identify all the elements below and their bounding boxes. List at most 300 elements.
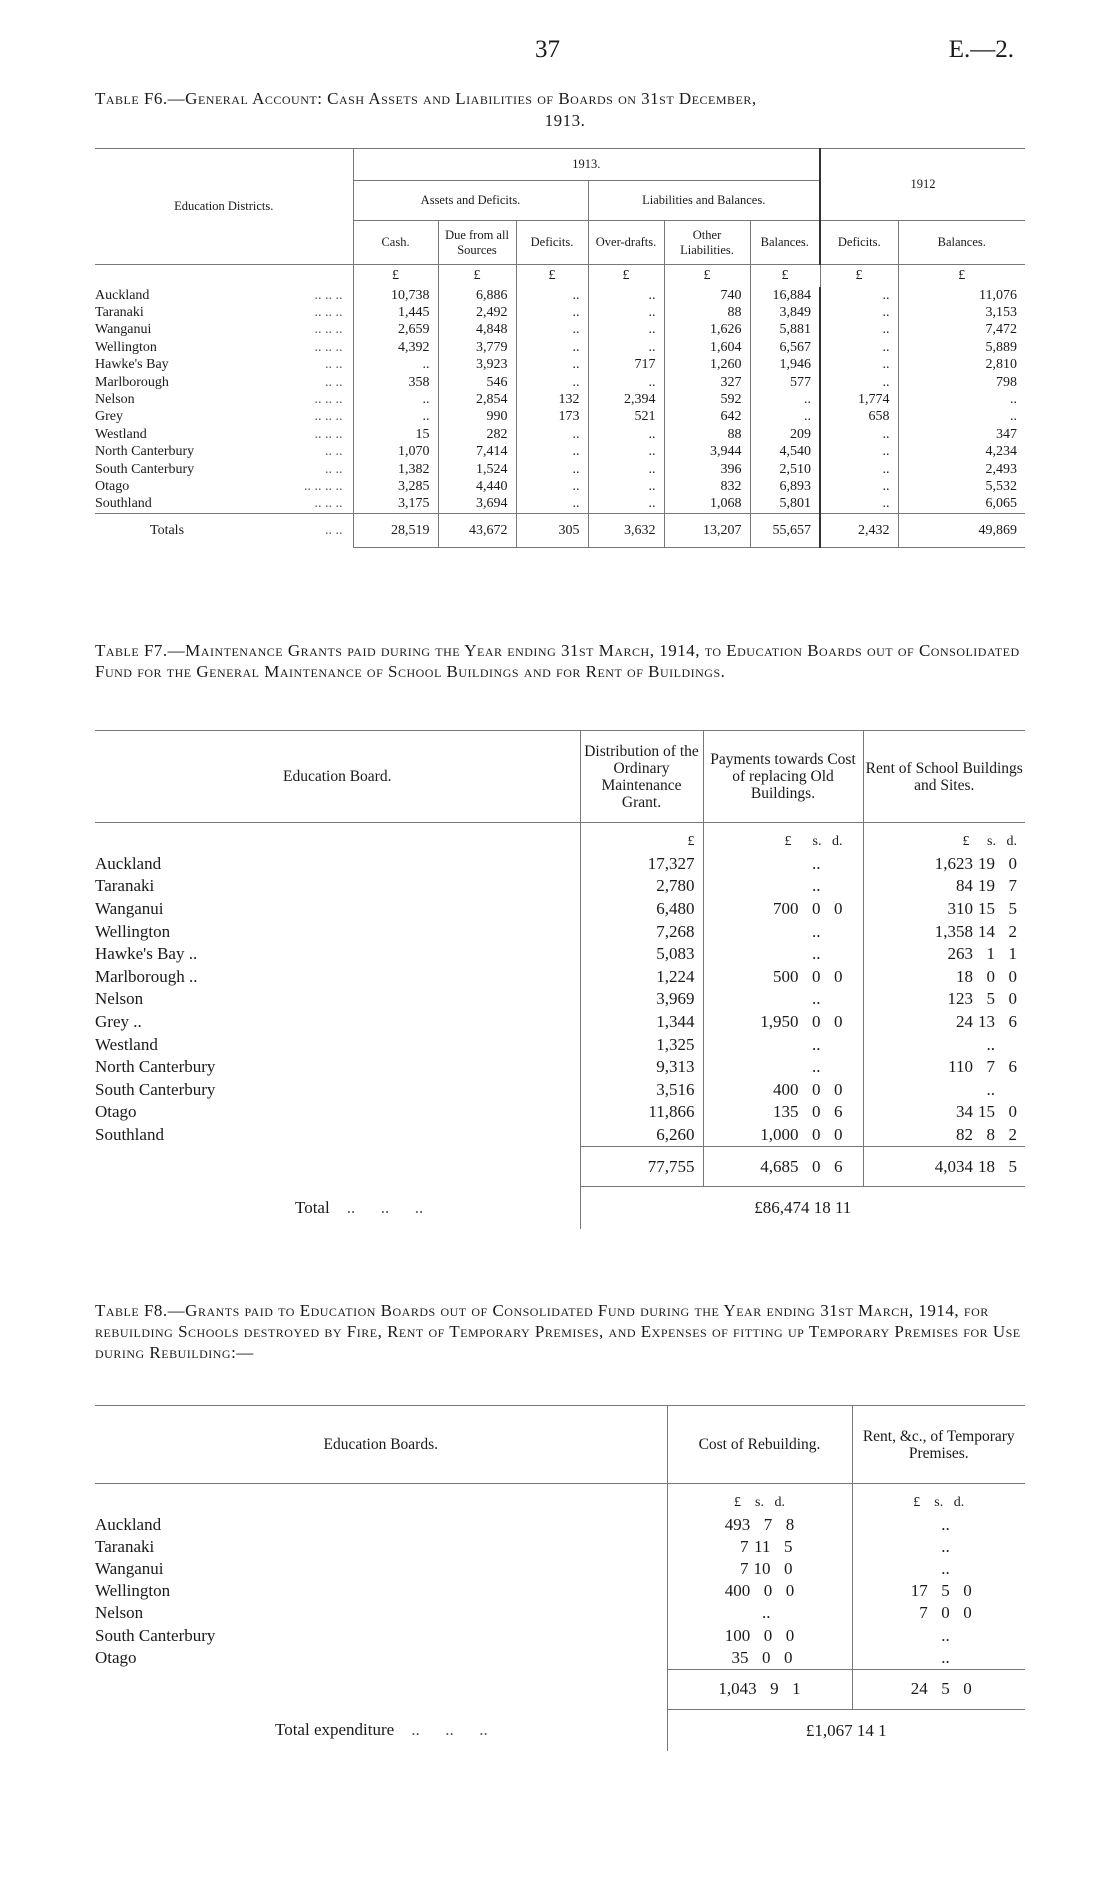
totals-row	[95, 513, 1025, 547]
value-due: 3,694	[438, 495, 516, 513]
board-cell	[95, 1056, 580, 1079]
pounds: 1,000	[760, 1124, 799, 1144]
rent-value	[852, 1558, 1025, 1580]
payments-value	[703, 898, 863, 921]
rent-value	[863, 898, 1025, 921]
value-deficits: ..	[516, 287, 588, 304]
table-row	[95, 1101, 1025, 1124]
value-bal1912: 798	[898, 373, 1025, 390]
unit-pound: £	[353, 265, 438, 287]
table-row	[95, 373, 1025, 390]
value-cash: 1,070	[353, 443, 438, 460]
board-name: South Canterbury	[95, 1625, 216, 1645]
units-row	[95, 1484, 1025, 1514]
pence: 0	[834, 898, 843, 918]
unit-pound: £	[962, 833, 970, 849]
board-name: Wellington	[95, 1581, 171, 1601]
unit-pound: £	[664, 265, 750, 287]
pounds: 7	[740, 1558, 749, 1578]
value-def1912: 1,774	[820, 391, 898, 408]
rent-value	[863, 943, 1025, 966]
distribution-value: 2,780	[580, 875, 703, 898]
board-name: Wanganui	[95, 1558, 164, 1578]
value-due: 546	[438, 373, 516, 390]
value-overdrafts: ..	[588, 339, 664, 356]
value-due: 1,524	[438, 460, 516, 477]
value-bal1912: 4,234	[898, 443, 1025, 460]
table-row	[95, 1558, 1025, 1580]
table-row	[95, 495, 1025, 513]
board-name: Taranaki	[95, 1536, 155, 1556]
board-cell	[95, 1011, 580, 1034]
pounds: 17	[910, 1581, 928, 1601]
table-row	[95, 1580, 1025, 1602]
value-due: 990	[438, 408, 516, 425]
units-row	[95, 265, 1025, 287]
value-balances: 1,946	[750, 356, 820, 373]
unit-lsd	[703, 823, 863, 853]
distribution-value: 17,327	[580, 853, 703, 876]
col-other-liabilities: Other Liabilities.	[664, 221, 750, 265]
district-cell	[95, 339, 353, 356]
payments-value	[703, 875, 863, 898]
total-label-cell	[95, 1187, 580, 1229]
shillings: ..	[941, 1625, 950, 1645]
total-label: Total expenditure	[275, 1720, 395, 1740]
district-cell	[95, 321, 353, 338]
unit-lsd	[852, 1484, 1025, 1514]
value-cash: 1,382	[353, 460, 438, 477]
shillings: 1	[986, 944, 995, 964]
empty-cell	[95, 1147, 580, 1187]
unit-lsd	[863, 823, 1025, 853]
pence: 0	[785, 1625, 795, 1645]
board-name: Otago	[95, 1647, 137, 1667]
table-f7	[95, 730, 1025, 1229]
total-balances: 55,657	[750, 513, 820, 547]
col-deficits: Deficits.	[516, 221, 588, 265]
unit-lsd	[667, 1484, 852, 1514]
col-due-from-all-sources: Due from all Sources	[438, 221, 516, 265]
value-cash: 15	[353, 426, 438, 443]
unit-pence: d.	[953, 1494, 965, 1510]
value-def1912: ..	[820, 478, 898, 495]
value-other: 88	[664, 426, 750, 443]
shillings: 5	[941, 1679, 950, 1699]
shillings: 14	[978, 921, 995, 941]
value-bal1912: 7,472	[898, 321, 1025, 338]
district-cell	[95, 426, 353, 443]
shillings: 0	[986, 966, 995, 986]
table-row	[95, 287, 1025, 304]
table-row	[95, 898, 1025, 921]
unit-pound: £	[438, 265, 516, 287]
col-distribution-grant: Distribution of the Ordinary Maintenance Grant.	[580, 731, 703, 823]
rent-value	[863, 988, 1025, 1011]
value-other: 1,626	[664, 321, 750, 338]
value-deficits: ..	[516, 460, 588, 477]
shillings: ..	[986, 1034, 995, 1054]
district-name: South Canterbury	[95, 461, 195, 477]
assets-deficits-header: Assets and Deficits.	[353, 181, 588, 221]
payments-value	[703, 853, 863, 876]
distribution-value: 3,516	[580, 1078, 703, 1101]
shillings: ..	[812, 1034, 821, 1054]
district-name: North Canterbury	[95, 444, 195, 460]
value-due: 2,854	[438, 391, 516, 408]
unit-pound: £	[516, 265, 588, 287]
value-balances: 5,801	[750, 495, 820, 513]
value-cash: ..	[353, 356, 438, 373]
total-overdrafts: 3,632	[588, 513, 664, 547]
value-deficits: ..	[516, 443, 588, 460]
leader-dots: .. ..	[325, 357, 343, 373]
pence: 0	[1008, 966, 1017, 986]
value-balances: 6,567	[750, 339, 820, 356]
value-def1912: ..	[820, 495, 898, 513]
leader-dots: .. .. ..	[314, 339, 343, 355]
distribution-value: 9,313	[580, 1056, 703, 1079]
payments-value	[703, 943, 863, 966]
pence: 0	[834, 1124, 843, 1144]
unit-shillings: s.	[934, 1494, 944, 1510]
value-other: 592	[664, 391, 750, 408]
shillings: ..	[986, 1079, 995, 1099]
value-other: 1,068	[664, 495, 750, 513]
value-bal1912: 3,153	[898, 304, 1025, 321]
value-cash: 4,392	[353, 339, 438, 356]
pence: 0	[784, 1558, 793, 1578]
cost-value	[667, 1514, 852, 1536]
value-def1912: ..	[820, 373, 898, 390]
table-row	[95, 460, 1025, 477]
payments-value	[703, 1124, 863, 1147]
units-row	[95, 823, 1025, 853]
value-bal1912: 2,493	[898, 460, 1025, 477]
pounds: 7	[919, 1603, 928, 1623]
board-cell	[95, 1124, 580, 1147]
value-balances: 209	[750, 426, 820, 443]
leader-dots: .. .. ..	[329, 1197, 424, 1217]
value-due: 6,886	[438, 287, 516, 304]
district-name: Marlborough	[95, 374, 169, 390]
pounds: 18	[956, 966, 973, 986]
table-f6-caption-line2: 1913.	[544, 111, 586, 130]
board-name: Wanganui	[95, 898, 164, 918]
pounds: 400	[724, 1581, 751, 1601]
page-header	[0, 30, 1114, 70]
board-cell	[95, 1580, 667, 1602]
table-row	[95, 1624, 1025, 1646]
table-row	[95, 339, 1025, 356]
rent-value	[863, 1078, 1025, 1101]
value-deficits: ..	[516, 304, 588, 321]
col-deficits-1912: Deficits.	[820, 221, 898, 265]
shillings: 7	[763, 1514, 773, 1534]
value-other: 1,604	[664, 339, 750, 356]
payments-value	[703, 988, 863, 1011]
board-name: North Canterbury	[95, 1057, 216, 1077]
board-cell	[95, 965, 580, 988]
distribution-value: 5,083	[580, 943, 703, 966]
value-deficits: ..	[516, 478, 588, 495]
total-row	[95, 1709, 1025, 1751]
board-cell	[95, 943, 580, 966]
value-other: 832	[664, 478, 750, 495]
rent-value	[863, 1124, 1025, 1147]
district-cell	[95, 460, 353, 477]
table-row	[95, 304, 1025, 321]
pence: 0	[1008, 1102, 1017, 1122]
board-cell	[95, 1624, 667, 1646]
value-deficits: ..	[516, 495, 588, 513]
shillings: 10	[753, 1558, 771, 1578]
pounds: 82	[956, 1124, 973, 1144]
empty-cell	[95, 1669, 667, 1709]
board-cell	[95, 1078, 580, 1101]
col-education-districts: Education Districts.	[95, 149, 353, 265]
leader-dots: .. ..	[325, 522, 343, 538]
value-deficits: ..	[516, 321, 588, 338]
table-row	[95, 1536, 1025, 1558]
pounds: 84	[956, 876, 973, 896]
value-overdrafts: ..	[588, 321, 664, 338]
shillings: ..	[941, 1647, 950, 1667]
value-bal1912: 11,076	[898, 287, 1025, 304]
leader-dots: .. .. ..	[314, 426, 343, 442]
unit-pound: £	[750, 265, 820, 287]
total-label: Total	[295, 1197, 330, 1217]
shillings: 0	[812, 1102, 821, 1122]
payments-value	[703, 1033, 863, 1056]
value-overdrafts: ..	[588, 478, 664, 495]
col-balances: Balances.	[750, 221, 820, 265]
totals-label-cell	[95, 513, 353, 547]
total-row	[95, 1187, 1025, 1229]
distribution-value: 1,224	[580, 965, 703, 988]
shillings: 13	[978, 1011, 995, 1031]
grand-total-value: £86,474 18 11	[580, 1187, 1025, 1229]
cost-value	[667, 1624, 852, 1646]
table-row	[95, 321, 1025, 338]
table-f8	[95, 1405, 1025, 1751]
shillings: 0	[812, 1079, 821, 1099]
subtotal-distribution: 77,755	[580, 1147, 703, 1187]
subtotal-rent	[852, 1669, 1025, 1709]
board-name: Grey ..	[95, 1011, 142, 1031]
pounds: 7	[740, 1536, 749, 1556]
board-name: South Canterbury	[95, 1079, 216, 1099]
board-cell	[95, 898, 580, 921]
district-cell	[95, 478, 353, 495]
year-1913-header: 1913.	[353, 149, 820, 181]
value-other: 396	[664, 460, 750, 477]
shillings: 19	[978, 876, 995, 896]
board-name: Hawke's Bay ..	[95, 944, 198, 964]
unit-pence: d.	[832, 833, 843, 849]
value-overdrafts: ..	[588, 287, 664, 304]
pence: 7	[1008, 876, 1017, 896]
table-f6-caption-line1: Table F6.—General Account: Cash Assets and Liabilities of Boards on 31st December,	[95, 89, 757, 108]
value-def1912: ..	[820, 339, 898, 356]
totals-label: Totals	[150, 522, 185, 538]
value-other: 327	[664, 373, 750, 390]
table-row	[95, 1514, 1025, 1536]
board-name: Nelson	[95, 1603, 144, 1623]
table-row	[95, 1011, 1025, 1034]
value-def1912: ..	[820, 321, 898, 338]
board-cell	[95, 920, 580, 943]
board-cell	[95, 1033, 580, 1056]
table-row	[95, 356, 1025, 373]
subtotal-rent	[863, 1147, 1025, 1187]
cost-value	[667, 1580, 852, 1602]
leader-dots: .. .. ..	[314, 287, 343, 303]
pence: 1	[792, 1679, 801, 1699]
value-def1912: ..	[820, 287, 898, 304]
district-cell	[95, 356, 353, 373]
shillings: 9	[770, 1679, 779, 1699]
pence: 0	[834, 1011, 843, 1031]
board-cell	[95, 1536, 667, 1558]
board-cell	[95, 988, 580, 1011]
shillings: ..	[812, 921, 821, 941]
pence: 5	[1008, 898, 1017, 918]
value-def1912: ..	[820, 304, 898, 321]
shillings: 11	[754, 1536, 771, 1556]
value-balances: 3,849	[750, 304, 820, 321]
value-bal1912: 347	[898, 426, 1025, 443]
rent-value	[863, 875, 1025, 898]
value-balances: ..	[750, 408, 820, 425]
distribution-value: 6,260	[580, 1124, 703, 1147]
value-overdrafts: ..	[588, 443, 664, 460]
board-cell	[95, 1101, 580, 1124]
pounds: 1,623	[934, 853, 973, 873]
rent-value	[852, 1580, 1025, 1602]
distribution-value: 1,344	[580, 1011, 703, 1034]
payments-value	[703, 1011, 863, 1034]
grand-total-value: £1,067 14 1	[667, 1709, 1025, 1751]
pence: 6	[834, 1156, 843, 1176]
distribution-value: 6,480	[580, 898, 703, 921]
leader-dots: .. .. ..	[394, 1720, 488, 1740]
distribution-value: 1,325	[580, 1033, 703, 1056]
value-bal1912: 6,065	[898, 495, 1025, 513]
unit-pound: £	[913, 1494, 921, 1510]
value-balances: 4,540	[750, 443, 820, 460]
district-cell	[95, 391, 353, 408]
unit-pence: d.	[1006, 833, 1017, 849]
rent-value	[863, 920, 1025, 943]
total-cash: 28,519	[353, 513, 438, 547]
pounds: 35	[731, 1647, 749, 1667]
shillings: 5	[941, 1581, 950, 1601]
value-deficits: ..	[516, 426, 588, 443]
col-cash: Cash.	[353, 221, 438, 265]
unit-pound: £	[580, 823, 703, 853]
pence: 0	[834, 966, 843, 986]
col-rent-school-buildings: Rent of School Buildings and Sites.	[863, 731, 1025, 823]
value-cash: 358	[353, 373, 438, 390]
shillings: ..	[812, 989, 821, 1009]
pounds: 24	[910, 1679, 928, 1699]
rent-value	[852, 1602, 1025, 1624]
pounds: 135	[773, 1102, 799, 1122]
value-cash: 1,445	[353, 304, 438, 321]
value-bal1912: 5,532	[898, 478, 1025, 495]
pounds: 4,685	[760, 1156, 799, 1176]
value-due: 282	[438, 426, 516, 443]
value-other: 1,260	[664, 356, 750, 373]
shillings: ..	[941, 1558, 950, 1578]
value-deficits: ..	[516, 373, 588, 390]
board-name: Nelson	[95, 989, 144, 1009]
cost-value	[667, 1602, 852, 1624]
pounds: 263	[947, 944, 973, 964]
value-balances: 5,881	[750, 321, 820, 338]
district-name: Wellington	[95, 339, 157, 355]
payments-value	[703, 965, 863, 988]
table-f7-body	[95, 823, 1025, 1229]
value-due: 4,848	[438, 321, 516, 338]
col-rent-temporary-premises: Rent, &c., of Temporary Premises.	[852, 1406, 1025, 1484]
leader-dots: .. .. ..	[314, 305, 343, 321]
pence: 5	[784, 1536, 793, 1556]
leader-dots: .. ..	[325, 444, 343, 460]
value-balances: 16,884	[750, 287, 820, 304]
pounds: 1,950	[760, 1011, 799, 1031]
rent-value	[863, 1101, 1025, 1124]
pence: 2	[1008, 921, 1017, 941]
value-due: 3,779	[438, 339, 516, 356]
pence: 0	[963, 1581, 972, 1601]
payments-value	[703, 1101, 863, 1124]
total-other: 13,207	[664, 513, 750, 547]
shillings: 0	[763, 1581, 773, 1601]
rent-value	[852, 1624, 1025, 1646]
district-name: Auckland	[95, 287, 150, 303]
col-education-boards: Education Boards.	[95, 1406, 667, 1484]
distribution-value: 11,866	[580, 1101, 703, 1124]
pence: 0	[1008, 853, 1017, 873]
board-cell	[95, 1602, 667, 1624]
rent-value	[863, 1011, 1025, 1034]
value-overdrafts: ..	[588, 304, 664, 321]
pounds: 110	[948, 1057, 973, 1077]
unit-pence: d.	[774, 1494, 785, 1510]
pounds: 1,043	[718, 1679, 757, 1699]
shillings: 19	[978, 853, 995, 873]
board-cell	[95, 1647, 667, 1670]
total-label-cell	[95, 1709, 667, 1751]
value-other: 642	[664, 408, 750, 425]
rent-value	[852, 1514, 1025, 1536]
value-bal1912: 2,810	[898, 356, 1025, 373]
shillings: 7	[986, 1057, 995, 1077]
board-name: Taranaki	[95, 876, 155, 896]
shillings: 5	[986, 989, 995, 1009]
value-balances: ..	[750, 391, 820, 408]
table-row	[95, 1056, 1025, 1079]
total-deficits: 305	[516, 513, 588, 547]
pence: 1	[1008, 944, 1017, 964]
pounds: 123	[947, 989, 973, 1009]
table-row	[95, 1647, 1025, 1670]
value-due: 7,414	[438, 443, 516, 460]
pence: 6	[834, 1102, 843, 1122]
shillings: ..	[941, 1536, 950, 1556]
